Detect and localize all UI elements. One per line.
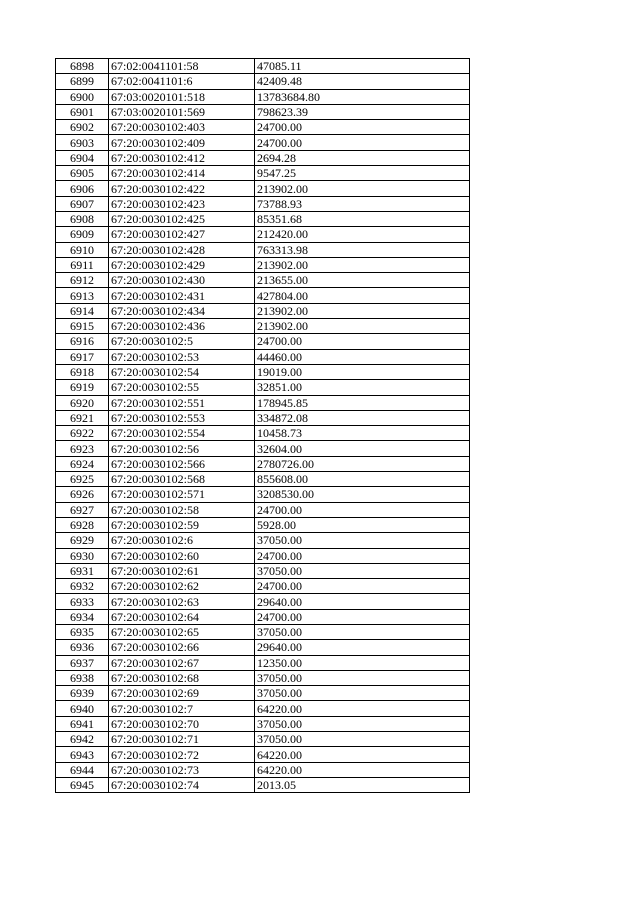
- cadastral-number-cell: 67:20:0030102:428: [109, 242, 255, 257]
- cadastral-number-cell: 67:02:0041101:58: [109, 59, 255, 74]
- table-row: [56, 303, 470, 318]
- cadastral-number-cell: 67:20:0030102:71: [109, 732, 255, 747]
- table-row: [56, 380, 470, 395]
- data-table: [55, 58, 470, 793]
- row-number-cell: 6901: [56, 104, 109, 119]
- row-number-cell: 6932: [56, 579, 109, 594]
- row-number-cell: 6925: [56, 472, 109, 487]
- value-cell: 334872.08: [255, 410, 470, 425]
- value-cell: 24700.00: [255, 334, 470, 349]
- table-row: [56, 349, 470, 364]
- row-number-cell: 6930: [56, 548, 109, 563]
- value-cell: 37050.00: [255, 686, 470, 701]
- cadastral-number-cell: 67:20:0030102:73: [109, 762, 255, 777]
- row-number-cell: 6933: [56, 594, 109, 609]
- value-cell: 44460.00: [255, 349, 470, 364]
- table-row: [56, 166, 470, 181]
- row-number-cell: 6907: [56, 196, 109, 211]
- row-number-cell: 6915: [56, 319, 109, 334]
- table-row: [56, 517, 470, 532]
- value-cell: 5928.00: [255, 517, 470, 532]
- value-cell: 19019.00: [255, 364, 470, 379]
- table-row: [56, 104, 470, 119]
- table-row: [56, 747, 470, 762]
- row-number-cell: 6916: [56, 334, 109, 349]
- table-row: [56, 334, 470, 349]
- value-cell: 24700.00: [255, 548, 470, 563]
- value-cell: 47085.11: [255, 59, 470, 74]
- value-cell: 213902.00: [255, 181, 470, 196]
- value-cell: 37050.00: [255, 732, 470, 747]
- data-table-body: [56, 59, 470, 793]
- value-cell: 37050.00: [255, 563, 470, 578]
- value-cell: 10458.73: [255, 426, 470, 441]
- table-row: [56, 732, 470, 747]
- row-number-cell: 6937: [56, 655, 109, 670]
- table-row: [56, 242, 470, 257]
- table-row: [56, 579, 470, 594]
- value-cell: 798623.39: [255, 104, 470, 119]
- cadastral-number-cell: 67:20:0030102:56: [109, 441, 255, 456]
- cadastral-number-cell: 67:20:0030102:74: [109, 777, 255, 792]
- value-cell: 64220.00: [255, 747, 470, 762]
- row-number-cell: 6920: [56, 395, 109, 410]
- value-cell: 42409.48: [255, 74, 470, 89]
- table-row: [56, 135, 470, 150]
- cadastral-number-cell: 67:20:0030102:571: [109, 487, 255, 502]
- row-number-cell: 6938: [56, 670, 109, 685]
- row-number-cell: 6941: [56, 716, 109, 731]
- table-row: [56, 257, 470, 272]
- row-number-cell: 6924: [56, 456, 109, 471]
- row-number-cell: 6928: [56, 517, 109, 532]
- table-row: [56, 410, 470, 425]
- table-row: [56, 640, 470, 655]
- row-number-cell: 6917: [56, 349, 109, 364]
- row-number-cell: 6935: [56, 624, 109, 639]
- table-row: [56, 120, 470, 135]
- table-row: [56, 288, 470, 303]
- row-number-cell: 6909: [56, 227, 109, 242]
- table-row: [56, 364, 470, 379]
- value-cell: 24700.00: [255, 579, 470, 594]
- value-cell: 32851.00: [255, 380, 470, 395]
- cadastral-number-cell: 67:20:0030102:72: [109, 747, 255, 762]
- table-row: [56, 533, 470, 548]
- table-row: [56, 59, 470, 74]
- value-cell: 73788.93: [255, 196, 470, 211]
- value-cell: 213902.00: [255, 303, 470, 318]
- table-row: [56, 686, 470, 701]
- row-number-cell: 6912: [56, 273, 109, 288]
- cadastral-number-cell: 67:20:0030102:55: [109, 380, 255, 395]
- value-cell: 213902.00: [255, 257, 470, 272]
- table-row: [56, 670, 470, 685]
- value-cell: 855608.00: [255, 472, 470, 487]
- value-cell: 212420.00: [255, 227, 470, 242]
- row-number-cell: 6918: [56, 364, 109, 379]
- value-cell: 85351.68: [255, 211, 470, 226]
- value-cell: 213655.00: [255, 273, 470, 288]
- cadastral-number-cell: 67:20:0030102:434: [109, 303, 255, 318]
- row-number-cell: 6913: [56, 288, 109, 303]
- row-number-cell: 6942: [56, 732, 109, 747]
- table-row: [56, 211, 470, 226]
- cadastral-number-cell: 67:20:0030102:54: [109, 364, 255, 379]
- row-number-cell: 6921: [56, 410, 109, 425]
- value-cell: 37050.00: [255, 716, 470, 731]
- table-row: [56, 181, 470, 196]
- row-number-cell: 6902: [56, 120, 109, 135]
- table-row: [56, 227, 470, 242]
- value-cell: 32604.00: [255, 441, 470, 456]
- value-cell: 37050.00: [255, 533, 470, 548]
- cadastral-number-cell: 67:20:0030102:64: [109, 609, 255, 624]
- row-number-cell: 6926: [56, 487, 109, 502]
- value-cell: 763313.98: [255, 242, 470, 257]
- value-cell: 37050.00: [255, 624, 470, 639]
- row-number-cell: 6945: [56, 777, 109, 792]
- row-number-cell: 6936: [56, 640, 109, 655]
- cadastral-number-cell: 67:20:0030102:70: [109, 716, 255, 731]
- cadastral-number-cell: 67:20:0030102:554: [109, 426, 255, 441]
- table-row: [56, 655, 470, 670]
- value-cell: 3208530.00: [255, 487, 470, 502]
- row-number-cell: 6898: [56, 59, 109, 74]
- row-number-cell: 6919: [56, 380, 109, 395]
- cadastral-number-cell: 67:20:0030102:430: [109, 273, 255, 288]
- row-number-cell: 6939: [56, 686, 109, 701]
- cadastral-number-cell: 67:20:0030102:423: [109, 196, 255, 211]
- value-cell: 37050.00: [255, 670, 470, 685]
- row-number-cell: 6927: [56, 502, 109, 517]
- value-cell: 24700.00: [255, 609, 470, 624]
- cadastral-number-cell: 67:02:0041101:6: [109, 74, 255, 89]
- cadastral-number-cell: 67:20:0030102:67: [109, 655, 255, 670]
- table-row: [56, 150, 470, 165]
- row-number-cell: 6905: [56, 166, 109, 181]
- row-number-cell: 6903: [56, 135, 109, 150]
- table-row: [56, 395, 470, 410]
- table-row: [56, 624, 470, 639]
- value-cell: 2013.05: [255, 777, 470, 792]
- value-cell: 178945.85: [255, 395, 470, 410]
- cadastral-number-cell: 67:20:0030102:414: [109, 166, 255, 181]
- row-number-cell: 6906: [56, 181, 109, 196]
- row-number-cell: 6910: [56, 242, 109, 257]
- value-cell: 213902.00: [255, 319, 470, 334]
- row-number-cell: 6934: [56, 609, 109, 624]
- row-number-cell: 6931: [56, 563, 109, 578]
- row-number-cell: 6904: [56, 150, 109, 165]
- row-number-cell: 6944: [56, 762, 109, 777]
- cadastral-number-cell: 67:20:0030102:68: [109, 670, 255, 685]
- table-row: [56, 456, 470, 471]
- value-cell: 64220.00: [255, 762, 470, 777]
- cadastral-number-cell: 67:20:0030102:65: [109, 624, 255, 639]
- cadastral-number-cell: 67:20:0030102:6: [109, 533, 255, 548]
- table-row: [56, 502, 470, 517]
- cadastral-number-cell: 67:20:0030102:403: [109, 120, 255, 135]
- table-row: [56, 472, 470, 487]
- cadastral-number-cell: 67:20:0030102:59: [109, 517, 255, 532]
- value-cell: 12350.00: [255, 655, 470, 670]
- table-row: [56, 548, 470, 563]
- value-cell: 2694.28: [255, 150, 470, 165]
- cadastral-number-cell: 67:03:0020101:518: [109, 89, 255, 104]
- value-cell: 13783684.80: [255, 89, 470, 104]
- value-cell: 9547.25: [255, 166, 470, 181]
- cadastral-number-cell: 67:20:0030102:53: [109, 349, 255, 364]
- cadastral-number-cell: 67:20:0030102:425: [109, 211, 255, 226]
- table-row: [56, 563, 470, 578]
- cadastral-number-cell: 67:20:0030102:409: [109, 135, 255, 150]
- row-number-cell: 6943: [56, 747, 109, 762]
- cadastral-number-cell: 67:20:0030102:566: [109, 456, 255, 471]
- table-row: [56, 716, 470, 731]
- cadastral-number-cell: 67:20:0030102:5: [109, 334, 255, 349]
- value-cell: 24700.00: [255, 502, 470, 517]
- cadastral-number-cell: 67:20:0030102:7: [109, 701, 255, 716]
- table-row: [56, 74, 470, 89]
- value-cell: 427804.00: [255, 288, 470, 303]
- row-number-cell: 6900: [56, 89, 109, 104]
- cadastral-number-cell: 67:20:0030102:551: [109, 395, 255, 410]
- cadastral-number-cell: 67:20:0030102:412: [109, 150, 255, 165]
- value-cell: 24700.00: [255, 120, 470, 135]
- cadastral-number-cell: 67:20:0030102:63: [109, 594, 255, 609]
- table-row: [56, 441, 470, 456]
- table-row: [56, 89, 470, 104]
- table-row: [56, 487, 470, 502]
- cadastral-number-cell: 67:20:0030102:60: [109, 548, 255, 563]
- cadastral-number-cell: 67:20:0030102:66: [109, 640, 255, 655]
- table-row: [56, 319, 470, 334]
- cadastral-number-cell: 67:20:0030102:429: [109, 257, 255, 272]
- value-cell: 29640.00: [255, 594, 470, 609]
- cadastral-number-cell: 67:03:0020101:569: [109, 104, 255, 119]
- cadastral-number-cell: 67:20:0030102:69: [109, 686, 255, 701]
- table-row: [56, 594, 470, 609]
- table-row: [56, 196, 470, 211]
- row-number-cell: 6911: [56, 257, 109, 272]
- row-number-cell: 6922: [56, 426, 109, 441]
- table-row: [56, 777, 470, 792]
- value-cell: 24700.00: [255, 135, 470, 150]
- cadastral-number-cell: 67:20:0030102:553: [109, 410, 255, 425]
- table-row: [56, 426, 470, 441]
- cadastral-number-cell: 67:20:0030102:422: [109, 181, 255, 196]
- row-number-cell: 6940: [56, 701, 109, 716]
- table-row: [56, 609, 470, 624]
- table-row: [56, 273, 470, 288]
- row-number-cell: 6908: [56, 211, 109, 226]
- value-cell: 2780726.00: [255, 456, 470, 471]
- table-row: [56, 762, 470, 777]
- row-number-cell: 6923: [56, 441, 109, 456]
- cadastral-number-cell: 67:20:0030102:58: [109, 502, 255, 517]
- row-number-cell: 6929: [56, 533, 109, 548]
- cadastral-number-cell: 67:20:0030102:436: [109, 319, 255, 334]
- row-number-cell: 6914: [56, 303, 109, 318]
- cadastral-number-cell: 67:20:0030102:568: [109, 472, 255, 487]
- table-row: [56, 701, 470, 716]
- cadastral-number-cell: 67:20:0030102:427: [109, 227, 255, 242]
- row-number-cell: 6899: [56, 74, 109, 89]
- cadastral-number-cell: 67:20:0030102:431: [109, 288, 255, 303]
- cadastral-number-cell: 67:20:0030102:62: [109, 579, 255, 594]
- value-cell: 64220.00: [255, 701, 470, 716]
- value-cell: 29640.00: [255, 640, 470, 655]
- cadastral-number-cell: 67:20:0030102:61: [109, 563, 255, 578]
